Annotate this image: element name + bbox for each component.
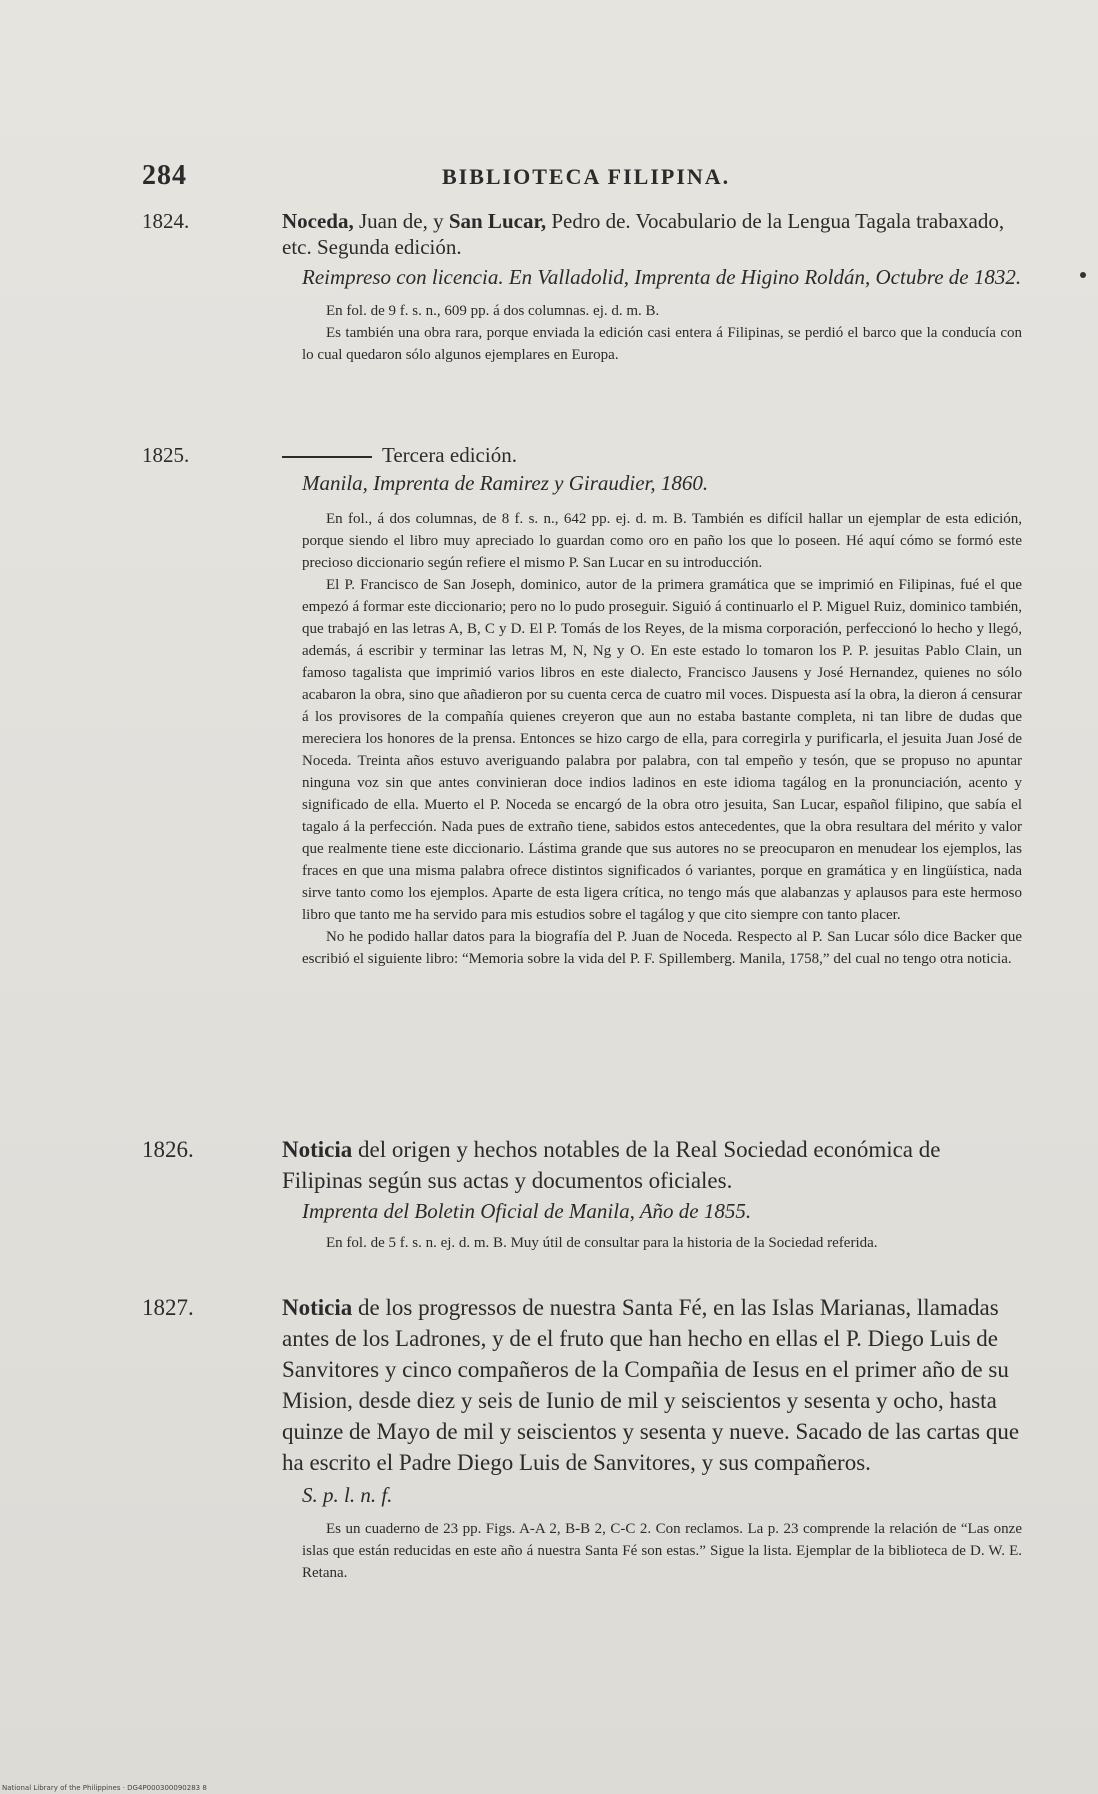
- note-paragraph: Es un cuaderno de 23 pp. Figs. A-A 2, B-B 2, C-C 2. Con reclamos. La p. 23 comprende la relación de “Las onze islas que están reducidas en este año á nuestra Santa Fé son estas.” Sigue la lista. Ejemplar de la biblioteca de D. W. E. Retana.: [302, 1521, 1022, 1581]
- entry-1827: [142, 1292, 1022, 1584]
- entry-1824-imprint: Reimpreso con licencia. En Valladolid, Imprenta de Higino Roldán, Octubre de 1832.: [302, 265, 1022, 289]
- entry-1825-imprint: Manila, Imprenta de Ramirez y Giraudier, 1860.: [302, 471, 709, 495]
- page-number: 284: [142, 160, 187, 191]
- note-paragraph: No he podido hallar datos para la biografía del P. Juan de Noceda. Respecto al P. San Lucar sólo dice Backer que escribió el siguiente libro: “Memoria sobre la vida del P. F. Spillemberg. Manila, 1758,” del cual no tengo otra noticia.: [302, 929, 1022, 967]
- author-name-2: San Lucar,: [448, 209, 547, 233]
- ink-spot: [1080, 272, 1086, 278]
- note-paragraph: En fol. de 5 f. s. n. ej. d. m. B. Muy útil de consultar para la historia de la Sociedad referida.: [326, 1235, 878, 1251]
- entry-1824: [142, 208, 1022, 366]
- entry-number: 1826.: [142, 1137, 194, 1162]
- page-header: [142, 160, 1022, 200]
- entry-1826: [142, 1134, 1022, 1254]
- entry-number: 1827.: [142, 1295, 194, 1320]
- author-name: Noceda,: [282, 209, 354, 233]
- entry-1827-note: [302, 1518, 1022, 1584]
- ditto-dash: [282, 456, 372, 458]
- entry-1825-heading: [142, 442, 1022, 468]
- entry-1824-heading: [142, 208, 1022, 260]
- entry-1826-heading: [142, 1134, 1022, 1196]
- entry-1825-note: [302, 508, 1022, 970]
- entry-1825: [142, 442, 1022, 970]
- entry-1827-heading: [142, 1292, 1022, 1478]
- entry-1827-imprint: S. p. l. n. f.: [302, 1483, 393, 1507]
- entry-1826-imprint: Imprenta del Boletin Oficial de Manila, Año de 1855.: [302, 1199, 752, 1223]
- author-rest: Juan de, y: [353, 209, 449, 233]
- entry-1824-note: [302, 300, 1022, 366]
- entry-number: 1825.: [142, 443, 190, 467]
- entry-keyword: Noticia: [282, 1137, 353, 1162]
- note-paragraph: En fol., á dos columnas, de 8 f. s. n., 642 pp. ej. d. m. B. También es difícil hallar un ejemplar de esta edición, porque siendo el libro muy apreciado lo guardan como oro en paño los que lo poseen. Hé aquí cómo se formó este precioso diccionario según refiere el mismo P. San Lucar en su introducción.: [302, 511, 1022, 571]
- note-paragraph: Es también una obra rara, porque enviada la edición casi entera á Filipinas, se perdió el barco que la conducía con lo cual quedaron sólo algunos ejemplares en Europa.: [302, 325, 1022, 363]
- entry-title: Tercera edición.: [382, 443, 517, 467]
- note-paragraph: El P. Francisco de San Joseph, dominico, autor de la primera gramática que se imprimió en Filipinas, fué el que empezó á formar este diccionario; pero no lo pudo proseguir. Siguió á continuarlo el P. Miguel Ruiz, dominico también, que trabajó en las letras A, B, C y D. El P. Tomás de los Reyes, de la misma corporación, perfeccionó lo hecho y llegó, además, á escribir y terminar las letras M, N, Ng y O. En este estado lo tomaron los P. P. jesuitas Pablo Clain, un famoso tagalista que imprimió varios libros en este dialecto, Francisco Jausens y José Hernandez, quienes no sólo acabaron la obra, sino que añadieron por su cuenta cerca de cuatro mil voces. Dispuesta así la obra, la dieron á censurar á los provisores de la compañía quienes creyeron que aun no estaba bastante completa, ni tan libre de dudas que mereciera los honores de la prensa. Entonces se hizo cargo de ella, para corregirla y purificarla, el jesuita Juan José de Noceda. Treinta años estuvo averiguando palabra por palabra, con tal empeño y tesón, que se propuso no apuntar ninguna voz sin que antes convinieran doce indios ladinos en este idioma tagálog en la pronunciación, acento y significado de ella. Muerto el P. Noceda se encargó de la obra otro jesuita, San Lucar, español filipino, que sabía el tagalo á la perfección. Nada pues de extraño tiene, sabidos estos antecedentes, que la obra resultara del mérito y valor que realmente tiene este diccionario. Lástima grande que sus autores no se preocuparon en menudear los ejemplos, las fraces en que una misma palabra ofrece distintos significados ó variantes, porque en gramática y en lingüística, nada sirve tanto como los ejemplos. Aparte de esta ligera crítica, no tengo más que alabanzas y aplausos para este hermoso libro que tanto me ha servido para mis estudios sobre el tagálog y que cito siempre con tanto placer.: [302, 577, 1022, 923]
- entry-keyword: Noticia: [282, 1295, 353, 1320]
- entry-number: 1824.: [142, 209, 190, 233]
- entry-title: Pedro de. Vocabulario de la Lengua Tagala trabaxado, etc. Segunda edición.: [282, 209, 1005, 259]
- entry-title: del origen y hechos notables de la Real Sociedad económica de Filipinas según sus actas y documentos oficiales.: [282, 1137, 941, 1193]
- entry-1826-note: [302, 1232, 1022, 1254]
- running-title: BIBLIOTECA FILIPINA.: [442, 164, 731, 189]
- note-paragraph: En fol. de 9 f. s. n., 609 pp. á dos columnas. ej. d. m. B.: [326, 303, 660, 319]
- scan-credit: National Library of the Philippines · DG4P000300090283 8: [2, 1784, 207, 1792]
- entry-title: de los progressos de nuestra Santa Fé, en las Islas Marianas, llamadas antes de los Ladrones, y de el fruto que han hecho en ellas el P. Diego Luis de Sanvitores y cinco compañeros de la Compañia de Iesus en el primer año de su Mision, desde diez y seis de Iunio de mil y seiscientos y sesenta y ocho, hasta quinze de Mayo de mil y seiscientos y sesenta y nueve. Sacado de las cartas que ha escrito el Padre Diego Luis de Sanvitores, y sus compañeros.: [282, 1295, 1020, 1475]
